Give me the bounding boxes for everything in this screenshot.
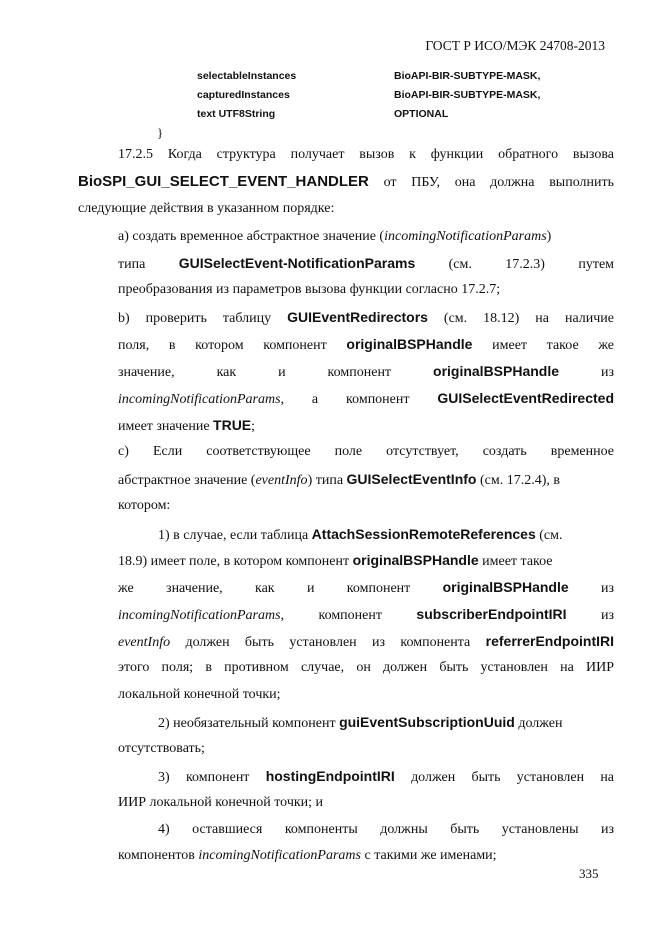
item-line: 4) оставшиеся компоненты должны быть установлены из: [158, 822, 614, 837]
intro-line: BioSPI_GUI_SELECT_EVENT_HANDLER от ПБУ, она должна выполнить: [78, 173, 614, 190]
item-line: имеет значение TRUE;: [118, 417, 256, 434]
component-name: originalBSPHandle: [442, 579, 569, 595]
page-number: 335: [579, 866, 599, 881]
clause-number: 17.2.5: [118, 147, 153, 162]
component-name: originalBSPHandle: [352, 552, 479, 568]
component-name: hostingEndpointIRI: [265, 768, 395, 784]
component-name: referrerEndpointIRI: [485, 633, 614, 649]
intro-line: 17.2.5 Когда структура получает вызов к функции обратного вызова: [118, 147, 614, 162]
item-line: локальной конечной точки;: [118, 687, 281, 702]
component-name: subscriberEndpointIRI: [416, 606, 567, 622]
handler-name: BioSPI_GUI_SELECT_EVENT_HANDLER: [78, 173, 369, 190]
code-field-name: capturedInstances: [197, 89, 290, 101]
table-name: AttachSessionRemoteReferences: [311, 526, 536, 542]
item-line: 1) в случае, если таблица AttachSessionRemoteReferences (см.: [158, 526, 563, 543]
item-line: абстрактное значение (eventInfo) типа GUISelectEventInfo (см. 17.2.4), в: [118, 471, 560, 488]
type-name: GUISelectEvent-NotificationParams: [178, 255, 416, 271]
type-name: GUISelectEventInfo: [346, 471, 477, 487]
table-name: GUIEventRedirectors: [287, 309, 428, 325]
item-line: 3) компонент hostingEndpointIRI должен быть установлен на: [158, 768, 615, 785]
item-line: этого поля; в противном случае, он должен быть установлен на ИИР: [118, 660, 614, 675]
item-line: значение, как и компонент originalBSPHandle из: [118, 363, 615, 380]
item-line: отсутствовать;: [118, 741, 205, 756]
intro-line: следующие действия в указанном порядке:: [78, 201, 335, 216]
component-name: originalBSPHandle: [433, 363, 560, 379]
item-line: incomingNotificationParams, компонент subscriberEndpointIRI из: [118, 606, 615, 623]
item-line: 2) необязательный компонент guiEventSubscriptionUuid должен: [158, 714, 563, 731]
code-field-name: selectableInstances: [197, 70, 297, 82]
item-line: ИИР локальной конечной точки; и: [118, 795, 324, 810]
code-field-type: OPTIONAL: [394, 108, 449, 120]
item-line: incomingNotificationParams, а компонент GUISelectEventRedirected: [118, 390, 614, 407]
code-field-name: text UTF8String: [197, 108, 276, 120]
closing-brace: }: [157, 125, 164, 140]
item-line: типа GUISelectEvent-NotificationParams (см. 17.2.3) путем: [118, 255, 615, 272]
component-name: originalBSPHandle: [346, 336, 473, 352]
code-field-type: BioAPI-BIR-SUBTYPE-MASK,: [394, 89, 541, 101]
document-header: ГОСТ Р ИСО/МЭК 24708-2013: [425, 38, 605, 53]
item-line: преобразования из параметров вызова функции согласно 17.2.7;: [118, 282, 501, 297]
item-line: b) проверить таблицу GUIEventRedirectors (см. 18.12) на наличие: [118, 309, 615, 326]
component-name: GUISelectEventRedirected: [437, 390, 614, 406]
code-field-type: BioAPI-BIR-SUBTYPE-MASK,: [394, 70, 541, 82]
item-line: же значение, как и компонент originalBSPHandle из: [118, 579, 615, 596]
item-line: а) создать временное абстрактное значение (incomingNotificationParams): [118, 229, 552, 244]
item-line: компонентов incomingNotificationParams с такими же именами;: [118, 848, 497, 863]
item-line: 18.9) имеет поле, в котором компонент originalBSPHandle имеет такое: [118, 552, 553, 569]
item-line: котором:: [118, 498, 171, 513]
item-line: поля, в котором компонент originalBSPHandle имеет такое же: [118, 336, 615, 353]
item-line: c) Если соответствующее поле отсутствует, создать временное: [118, 444, 615, 459]
value-true: TRUE: [213, 417, 252, 433]
item-line: eventInfo должен быть установлен из компонента referrerEndpointIRI: [118, 633, 614, 650]
component-name: guiEventSubscriptionUuid: [339, 714, 515, 730]
